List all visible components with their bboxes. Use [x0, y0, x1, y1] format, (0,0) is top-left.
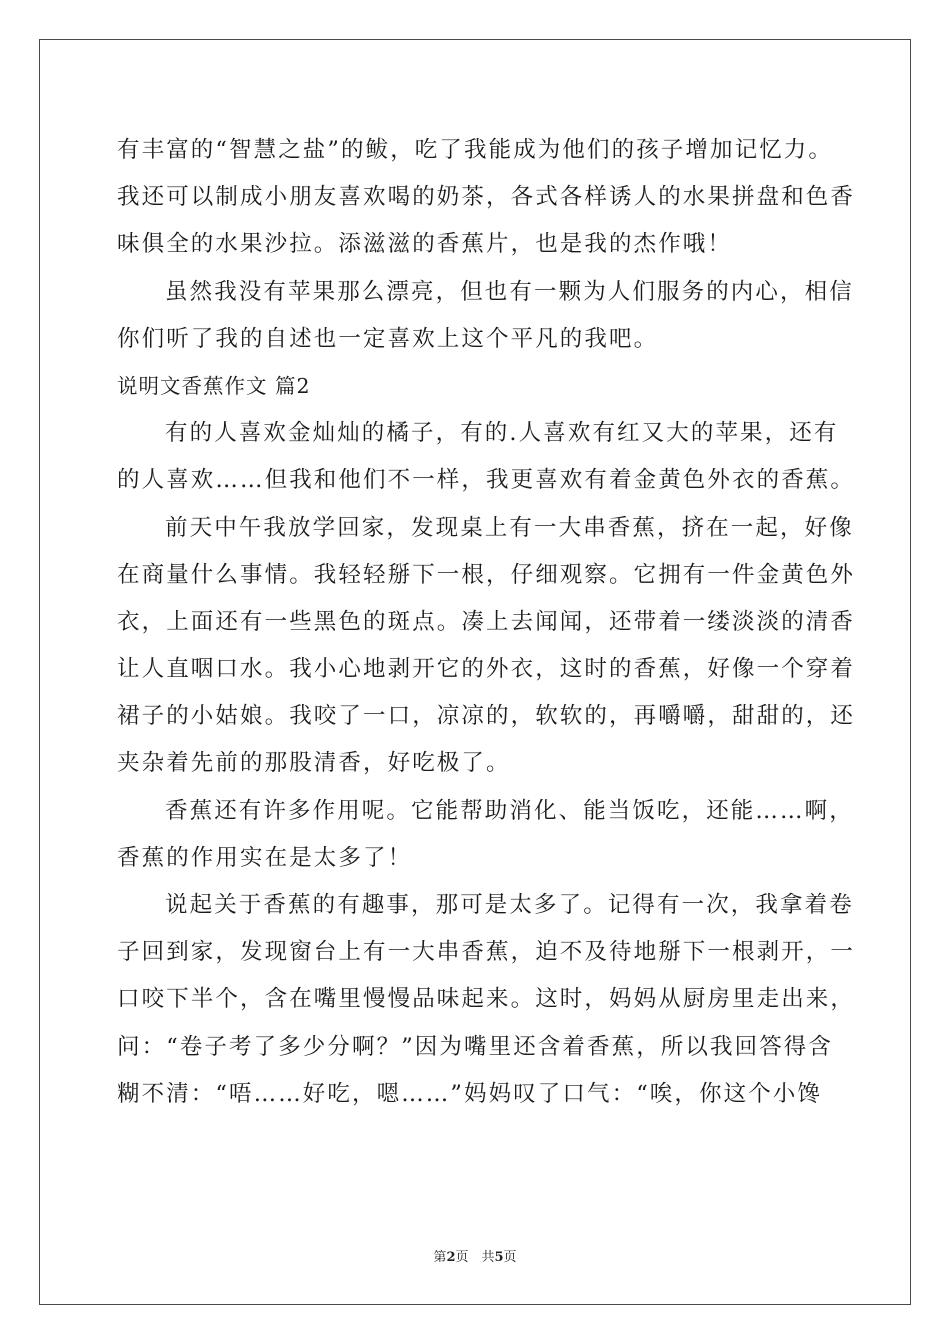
text-line: 糊不清：“唔……好吃，嗯……”妈妈叹了口气：“唉，你这个小馋 [117, 1080, 823, 1107]
text-line: 前天中午我放学回家，发现桌上有一大串香蕉，挤在一起，好像 [165, 514, 854, 541]
text-line: 你们听了我的自述也一定喜欢上这个平凡的我吧。 [117, 325, 659, 352]
text-line: 问：“卷子考了多少分啊？”因为嘴里还含着香蕉，所以我回答得含 [117, 1033, 834, 1060]
text-line: 的人喜欢……但我和他们不一样，我更喜欢有着金黄色外衣的香蕉。 [117, 467, 856, 494]
footer-prefix: 第 [433, 1250, 447, 1265]
text-line: 口咬下半个，含在嘴里慢慢品味起来。这时，妈妈从厨房里走出来， [117, 986, 856, 1013]
document-body [117, 127, 856, 1118]
text-line: 夹杂着先前的那股清香，好吃极了。 [117, 750, 511, 777]
page-footer [0, 1246, 950, 1265]
text-line: 让人直咽口水。我小心地剥开它的外衣，这时的香蕉，好像一个穿着 [117, 656, 856, 683]
text-line: 在商量什么事情。我轻轻掰下一根，仔细观察。它拥有一件金黄色外 [117, 561, 856, 588]
text-line: 味俱全的水果沙拉。添滋滋的香蕉片，也是我的杰作哦！ [117, 231, 733, 258]
text-line: 香蕉还有许多作用呢。它能帮助消化、能当饭吃，还能……啊， [165, 797, 854, 824]
section-heading: 说明文香蕉作文 篇2 [117, 373, 311, 398]
text-line: 我还可以制成小朋友喜欢喝的奶茶，各式各样诱人的水果拼盘和色香 [117, 184, 856, 211]
current-page-number: 2 [446, 1250, 456, 1265]
text-line: 虽然我没有苹果那么漂亮，但也有一颗为人们服务的内心，相信 [165, 278, 854, 305]
text-line: 子回到家，发现窗台上有一大串香蕉，迫不及待地掰下一根剥开，一 [117, 939, 856, 966]
text-line: 香蕉的作用实在是太多了！ [117, 844, 413, 871]
footer-suffix: 页 [503, 1250, 517, 1265]
text-line: 有丰富的“智慧之盐”的鲅，吃了我能成为他们的孩子增加记忆力。 [117, 137, 834, 163]
footer-mid: 页 共 [455, 1250, 495, 1265]
total-page-count: 5 [494, 1250, 504, 1265]
text-line: 裙子的小姑娘。我咬了一口，凉凉的，软软的，再嚼嚼，甜甜的，还 [117, 703, 856, 730]
text-line: 说起关于香蕉的有趣事，那可是太多了。记得有一次，我拿着卷 [165, 892, 854, 918]
text-line: 有的人喜欢金灿灿的橘子，有的.人喜欢有红又大的苹果，还有 [165, 420, 839, 447]
text-line: 衣，上面还有一些黑色的斑点。凑上去闻闻，还带着一缕淡淡的清香 [117, 608, 856, 635]
